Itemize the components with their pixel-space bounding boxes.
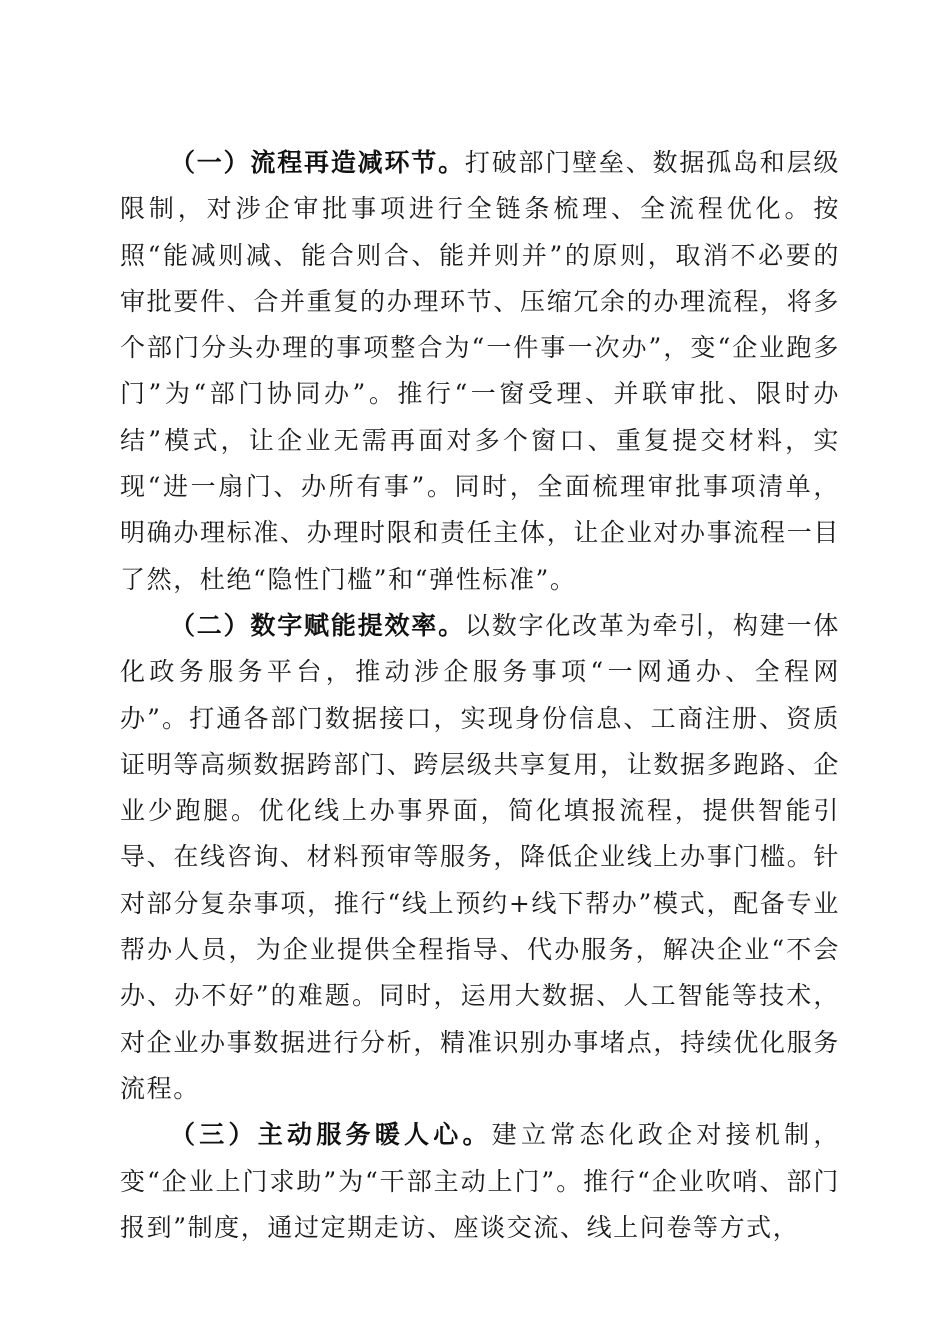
- paragraph-1-text: 打破部门壁垒、数据孤岛和层级限制，对涉企审批事项进行全链条梳理、全流程优化。按照“能减则减、能合则合、能并则并”的原则，取消不必要的审批要件、合并重复的办理环节、压缩冗余的办理流程，将多个部门分头办理的事项整合为“一件事一次办”，变“企业跑多门”为“部门协同办”。推行“一窗受理、并联审批、限时办结”模式，让企业无需再面对多个窗口、重复提交材料，实现“进一扇门、办所有事”。同时，全面梳理审批事项清单，明确办理标准、办理时限和责任主体，让企业对办事流程一目了然，杜绝“隐性门槛”和“弹性标准”。: [120, 148, 840, 594]
- paragraph-2: [120, 603, 840, 1112]
- paragraph-3-text: 建立常态化政企对接机制，变“企业上门求助”为“干部主动上门”。推行“企业吹哨、部门报到”制度，通过定期走访、座谈交流、线上问卷等方式，: [120, 1120, 840, 1242]
- paragraph-2-heading: （二）数字赋能提效率。: [170, 610, 465, 640]
- paragraph-1: [120, 140, 840, 603]
- paragraph-3-heading: （三）主动服务暖人心。: [170, 1120, 492, 1150]
- document-body: [120, 140, 840, 1251]
- paragraph-2-text: 以数字化改革为牵引，构建一体化政务服务平台，推动涉企服务事项“一网通办、全程网办”。打通各部门数据接口，实现身份信息、工商注册、资质证明等高频数据跨部门、跨层级共享复用，让数据多跑路、企业少跑腿。优化线上办事界面，简化填报流程，提供智能引导、在线咨询、材料预审等服务，降低企业线上办事门槛。针对部分复杂事项，推行“线上预约+线下帮办”模式，配备专业帮办人员，为企业提供全程指导、代办服务，解决企业“不会办、办不好”的难题。同时，运用大数据、人工智能等技术，对企业办事数据进行分析，精准识别办事堵点，持续优化服务流程。: [120, 610, 840, 1103]
- paragraph-3: [120, 1112, 840, 1251]
- paragraph-1-heading: （一）流程再造减环节。: [170, 148, 465, 177]
